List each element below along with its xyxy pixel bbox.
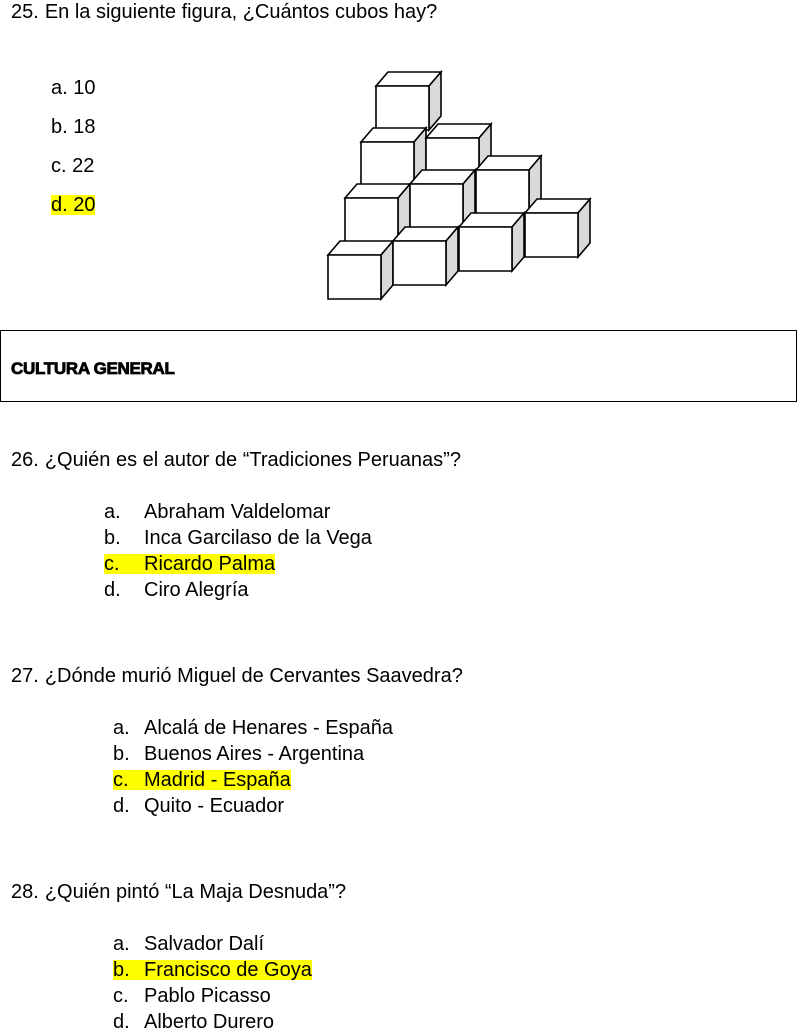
q27-option-d (113, 796, 284, 816)
option-letter: b. (113, 743, 130, 765)
cube-pyramid-figure (320, 62, 600, 304)
question-number: 28. (11, 881, 39, 903)
option-text: Ricardo Palma (144, 553, 276, 575)
question-25 (11, 2, 437, 22)
q26-option-a (104, 502, 330, 522)
question-text: ¿Quién es el autor de “Tradiciones Peruanas”? (44, 449, 461, 471)
q25-option-a: a. 10 (51, 77, 96, 99)
option-letter: c. (113, 985, 129, 1007)
option-letter: a. (113, 933, 130, 955)
option-text: Quito - Ecuador (144, 795, 285, 817)
q26-option-b (104, 528, 372, 548)
option-text: Pablo Picasso (144, 985, 271, 1007)
question-number: 27. (11, 665, 39, 687)
option-text: Abraham Valdelomar (144, 501, 331, 523)
question-27 (11, 666, 463, 686)
q28-option-d (113, 1012, 274, 1032)
cube-shape (393, 227, 458, 285)
q27-option-c-answer (113, 770, 291, 790)
option-text: Francisco de Goya (144, 959, 312, 981)
option-letter: b. (104, 527, 121, 549)
q25-option-d-answer: d. 20 (51, 194, 96, 216)
option-text: Ciro Alegría (144, 579, 249, 601)
q28-option-c (113, 986, 271, 1006)
option-letter: d. (113, 795, 130, 817)
option-text: Buenos Aires - Argentina (144, 743, 365, 765)
option-letter: a. (104, 501, 121, 523)
option-letter: d. (113, 1011, 130, 1033)
question-28 (11, 882, 346, 902)
cube-shape (376, 72, 441, 130)
option-letter: c. (113, 769, 129, 791)
question-text: ¿Quién pintó “La Maja Desnuda”? (44, 881, 347, 903)
q25-option-c: c. 22 (51, 155, 95, 177)
q27-option-a (113, 718, 393, 738)
option-text: Alberto Durero (144, 1011, 275, 1033)
cube-shape (525, 199, 590, 257)
question-26 (11, 450, 461, 470)
option-text: Madrid - España (144, 769, 291, 791)
section-title: CULTURA GENERAL (11, 359, 175, 378)
option-letter: b. (113, 959, 130, 981)
q25-option-b: b. 18 (51, 116, 96, 138)
option-text: Salvador Dalí (144, 933, 265, 955)
cube-shape (328, 241, 393, 299)
option-letter: c. (104, 553, 120, 575)
q26-option-d (104, 580, 249, 600)
q27-option-b (113, 744, 364, 764)
cube-shape (459, 213, 524, 271)
option-letter: d. (104, 579, 121, 601)
q28-option-b-answer (113, 960, 312, 980)
option-letter: a. (113, 717, 130, 739)
q28-option-a (113, 934, 264, 954)
question-number: 26. (11, 449, 39, 471)
q26-option-c-answer (104, 554, 275, 574)
question-text: En la siguiente figura, ¿Cuántos cubos hay? (44, 1, 438, 23)
option-text: Inca Garcilaso de la Vega (144, 527, 372, 549)
question-number: 25. (11, 1, 39, 23)
option-text: Alcalá de Henares - España (144, 717, 394, 739)
question-text: ¿Dónde murió Miguel de Cervantes Saavedra? (44, 665, 463, 687)
